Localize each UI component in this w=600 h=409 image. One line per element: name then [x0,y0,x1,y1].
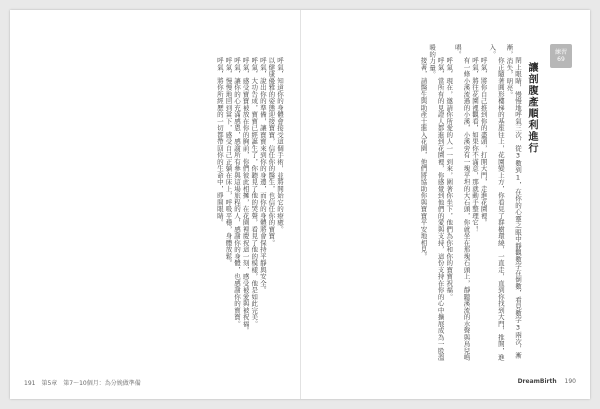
paragraph: 有一條小溪流過的小溪，小溪旁有一塊平坦的大石頭，你就坐在那塊石頭上，靜聽溪流的水聲與鳥兒鳴唱。 [453,44,471,361]
paragraph: 你正隨著圓形樓梯的基座往上，花園變上方，你看見了群樹環繞，一直走，直到你找到大門，推開，進入。 [488,44,505,361]
paragraph: 呼氣，感受寶寶被放在你的胸前，你們彼此相擁，在花園裡慶祝這一刻，感受被愛與被祝福。 [241,57,250,334]
paragraph: 呼氣，說出你的準備，讓寶寶來到你的身邊，而你的身體將會保持平靜與安全。 [258,57,267,294]
right-footer [518,378,576,385]
paragraph: 呼氣，讓你的心充滿感恩，感謝所有參與這場旅程的人，感謝你的身體，也感謝你的寶寶。 [233,57,242,327]
paragraph: 呼氣，將你所經歷的一切都帶回你的生命中，睜開眼睛。 [215,57,224,226]
paragraph: 呼氣，大功告成，寶寶已經誕生了，你聽見了他的哭聲，看見了他的模樣，他是如此完美。 [250,57,259,327]
paragraph: 呼氣，將你自己推到你的盡頭，打開大門，走進花園裡。 [479,57,488,226]
paragraph: 閉上眼睛，慢慢地呼氣三次，從3數到1，在你的心靈之眼中靜觀數字在倒數，看見數字3兩次，漸漸，消失，明亮。 [505,44,522,359]
exercise-tag [550,44,572,68]
paragraph: 以健康優雅的姿態迎接寶寶，信任你的醫生，也信任你的寶寶。 [267,57,276,246]
book-spread [10,10,590,399]
paragraph: 呼氣，現在，邀請你所愛的人一一到來，圍著你坐下，他們為你和你的寶寶祝福。 [445,57,454,300]
paragraph: 呼氣，知道你的身體會接受這個手術，並將開始它的療癒。 [276,57,284,233]
page-gutter [300,10,301,399]
exercise-title: 讓剖腹產順利進行 [526,62,537,154]
paragraph: 呼氣，將往花園裡觀看，如果你不滿意，那就動手整理它！ [471,57,480,233]
book-brand: DreamBirth [517,378,557,385]
exercise-tag-number: 69 [557,56,565,63]
paragraph: 呼氣，慢慢地回到當下，感受自己正躺在床上，呼吸平穩，身體放鬆。 [224,57,233,267]
right-page-text [308,44,522,362]
exercise-tag-label: 練習 [554,49,567,56]
left-footer: 191 第5章 第7～10個月：為分娩做準備 [24,380,141,387]
page-number: 190 [564,378,576,385]
paragraph: 呼氣，當所有的見證人都進到花園裡，你感覺到他們的愛與支持，這份支持在你的心中擴展成為一股溫暖的力量。 [428,44,445,361]
left-page-text [36,44,284,362]
paragraph: 接著，請醫生與助產士進入花園，他們將協助你與寶寶平安地相見。 [419,57,428,260]
